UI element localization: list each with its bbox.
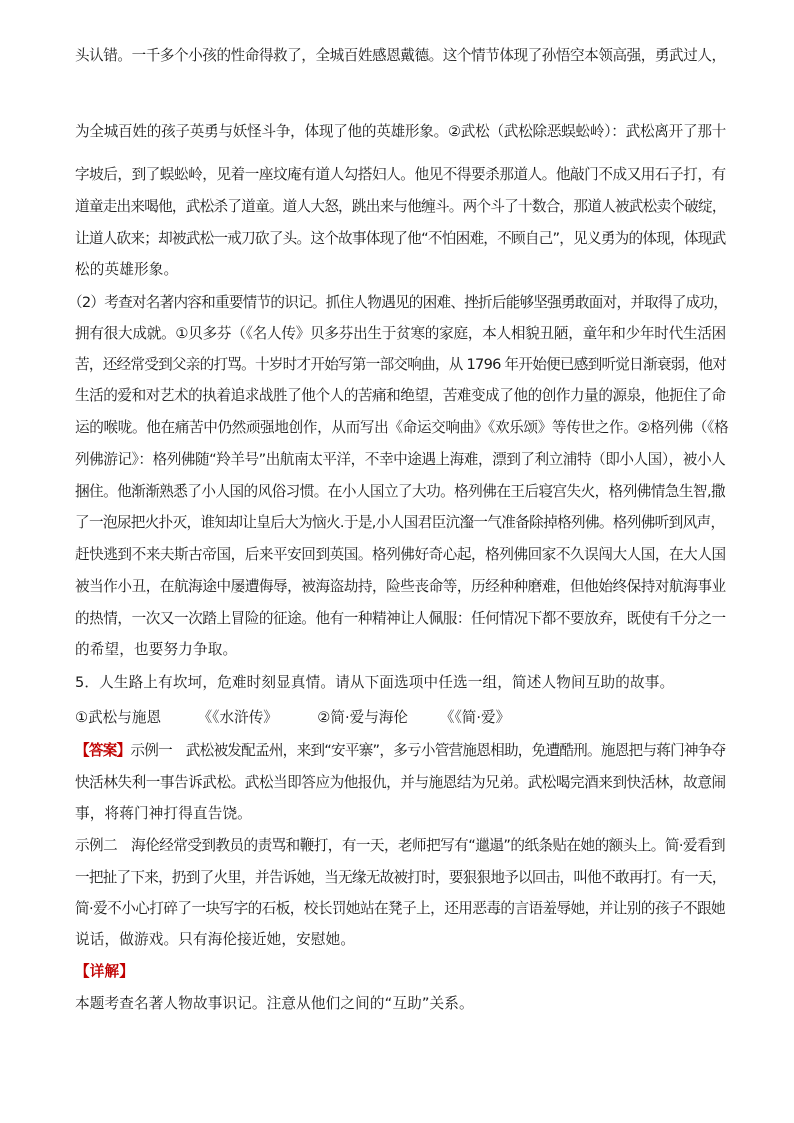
text-line: 被当作小丑，在航海途中屡遭侮辱，被海盗劫持，险些丧命等，历经种种磨难，但他始终保持对航海事业 [75,578,726,595]
option-2-name: ②简·爱与海伦 [317,709,408,726]
text-line: 运的喉咙。他在痛苦中仍然顽强地创作，从而写出《命运交响曲》《欢乐颂》等传世之作。②格列佛（《格 [75,419,729,436]
text-line: 苦，还经常受到父亲的打骂。十岁时才开始写第一部交响曲，从 1796 年开始便已感到听觉日渐衰弱，他对 [75,356,727,373]
text-line: 生活的爱和对艺术的执着追求战胜了他个人的苦痛和绝望，苦难变成了他的创作力量的源泉，他扼住了命 [75,387,726,404]
answer-line: 说话，做游戏。只有海伦接近她，安慰她。 [75,931,356,948]
text-line: 的热情，一次又一次踏上冒险的征途。他有一种精神让人佩服：任何情况下都不要放弃，既使有千分之一 [75,610,726,627]
answer-line-1 [75,735,725,766]
options-row [75,702,510,733]
text-line: 为全城百姓的孩子英勇与妖怪斗争，体现了他的英雄形象。②武松（武松除恶蜈蚣岭）：武松离开了那十 [75,123,727,140]
option-1-name: ①武松与施恩 [75,709,162,726]
text-line: 列佛游记》：格列佛随“羚羊号”出航南太平洋，不幸中途遇上海难，漂到了利立浦特（即小人国），被小人 [75,451,726,468]
question-5: 5．人生路上有坎坷，危难时刻显真情。请从下面选项中任选一组，简述人物间互助的故事。 [75,674,675,691]
text-line: 拥有很大成就。①贝多芬（《名人传》贝多芬出生于贫寒的家庭，本人相貌丑陋，童年和少年时代生活困 [75,325,727,342]
option-2-book: 《《简·爱》 [439,709,511,726]
text-line: 道童走出来喝他，武松杀了道童。道人大怒，跳出来与他缠斗。两个斗了十数合，那道人被武松卖个破绽， [75,198,726,215]
text-line: 头认错。一千多个小孩的性命得救了，全城百姓感恩戴德。这个情节体现了孙悟空本领高强，勇武过人， [75,47,726,64]
answer-line: 一把扯了下来，扔到了火里，并告诉她，当无缘无故被打时，要狠狠地予以回击，叫他不敢再打。有一天， [75,869,726,886]
answer-tag: 【答案】 [75,742,131,759]
text-line: 松的英雄形象。 [75,261,179,278]
answer-line: 事，将蒋门神打得直告饶。 [75,805,252,822]
answer-line: 快活林失利一事告诉武松。武松当即答应为他报仇，并与施恩结为兄弟。武松喝完酒来到快活林，故意闹 [75,774,726,791]
answer-line: 简·爱不小心打碎了一块写字的石板，校长罚她站在凳子上，还用恶毒的言语羞辱她，并让别的孩子不跟她 [75,900,726,917]
text-line: 让道人砍来；却被武松一戒刀砍了头。这个故事体现了他“不怕困难，不顾自己”，见义勇为的体现，体现武 [75,230,726,247]
detail-heading [75,956,134,987]
answer-text: 示例一 武松被发配孟州，来到“安平寨”，多亏小管营施恩相助，免遭酷刑。施恩把与蒋门神争夺 [130,742,726,759]
detail-tag: 【详解】 [75,963,134,980]
text-line: 了一泡尿把火扑灭，谁知却让皇后大为恼火.于是,小人国君臣沆瀣一气准备除掉格列佛。格列佛听到风声， [75,514,725,531]
option-1-book: 《《水浒传》 [197,709,278,726]
text-line: 捆住。他渐渐熟悉了小人国的风俗习惯。在小人国立了大功。格列佛在王后寝宫失火，格列佛情急生智,撒 [75,483,726,500]
text-line: （2）考查对名著内容和重要情节的识记。抓住人物遇见的困难、挫折后能够坚强勇敢面对，并取得了成功， [68,294,728,311]
text-line: 赶快逃到不来夫斯古帝国，后来平安回到英国。格列佛好奇心起，格列佛回家不久误闯大人国，在大人国 [75,546,726,563]
answer-line: 示例二 海伦经常受到教员的责骂和鞭打，有一天，老师把写有“邋遢”的纸条贴在她的额头上。简·爱看到 [75,837,726,854]
text-line: 字坡后，到了蜈蚣岭，见着一座坟庵有道人勾搭妇人。他见不得要杀那道人。他敲门不成又用石子打，有 [75,166,726,183]
detail-text: 本题考查名著人物故事识记。注意从他们之间的“互助”关系。 [75,995,474,1012]
text-line: 的希望，也要努力争取。 [75,641,238,658]
